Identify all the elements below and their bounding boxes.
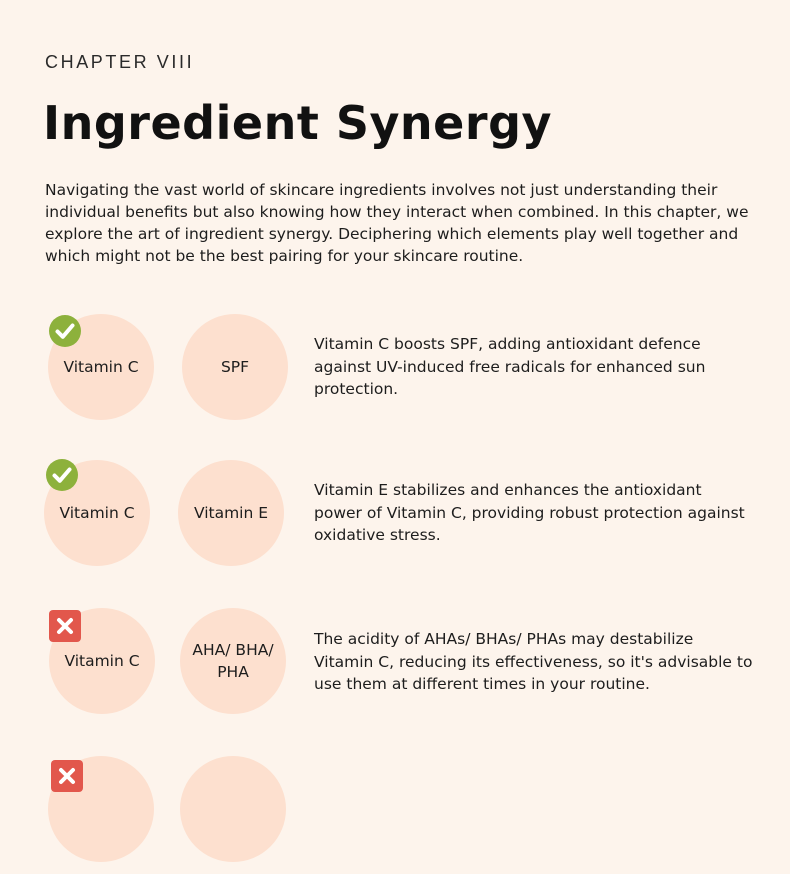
pairing-row <box>0 606 790 726</box>
pairing-row <box>0 754 790 874</box>
ingredient-label: AHA/ BHA/ PHA <box>192 641 274 681</box>
ingredient-label: Vitamin C <box>59 504 135 522</box>
ingredient-circle <box>178 460 284 566</box>
ingredient-circle <box>180 608 286 714</box>
pairing-description: Vitamin E stabilizes and enhances the antioxidant power of Vitamin C, providing robust protection against oxidative stress. <box>314 481 745 544</box>
ingredient-label: Vitamin E <box>193 504 269 522</box>
pairing-description: Vitamin C boosts SPF, adding antioxidant defence against UV-induced free radicals for enhanced sun protection. <box>314 335 706 398</box>
check-icon <box>49 315 81 347</box>
pairing-row <box>0 312 790 432</box>
chapter-label: CHAPTER VIII <box>45 52 195 72</box>
pairing-row <box>0 458 790 578</box>
intro-paragraph: Navigating the vast world of skincare ingredients involves not just understanding their individual benefits but also knowing how they interact when combined. In this chapter, we explore the art of ingredient synergy. Deciphering which elements play well together and which might not be the best pairing for your skincare routine. <box>45 181 749 265</box>
pairing-description: The acidity of AHAs/ BHAs/ PHAs may destabilize Vitamin C, reducing its effectiveness, so it's advisable to use them at different times in your routine. <box>314 630 753 693</box>
ingredient-label: Vitamin C <box>64 652 140 670</box>
cross-icon <box>49 610 81 642</box>
ingredient-circle <box>182 314 288 420</box>
ingredient-label: SPF <box>220 358 250 376</box>
cross-icon <box>51 760 83 792</box>
page-title: Ingredient Synergy <box>43 96 552 150</box>
ingredient-circle <box>180 756 286 862</box>
ingredient-label: Vitamin C <box>63 358 139 376</box>
check-icon <box>46 459 78 491</box>
